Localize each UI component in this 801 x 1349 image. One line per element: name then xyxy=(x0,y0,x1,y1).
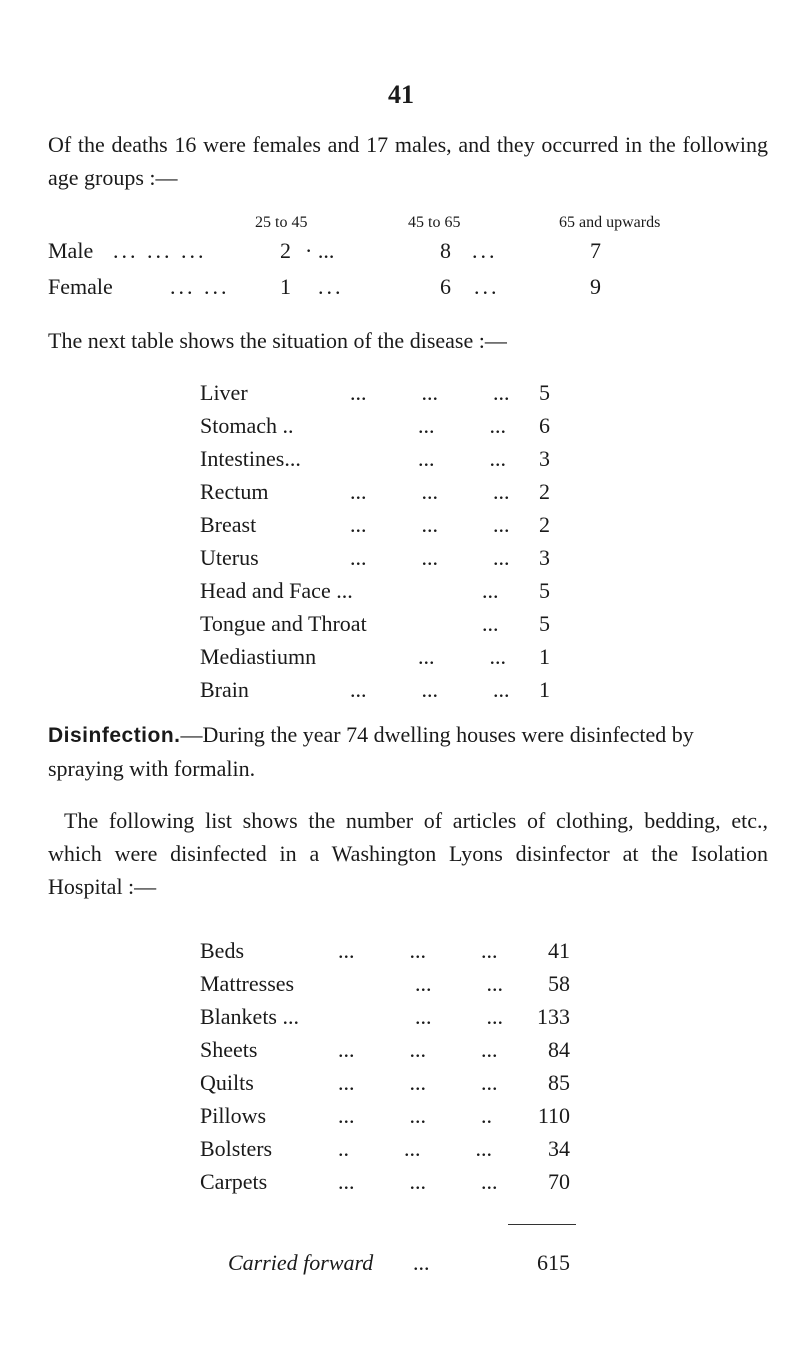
item-count: 85 xyxy=(548,1070,570,1095)
disinfection-heading: Disinfection. xyxy=(48,724,181,747)
value-65-up: 9 xyxy=(590,274,601,299)
item-label: Beds xyxy=(200,938,244,963)
site-count: 3 xyxy=(539,446,550,471)
sep: · ... xyxy=(305,238,335,263)
row-leader: ... ... ... xyxy=(338,1037,498,1062)
item-count: 84 xyxy=(548,1037,570,1062)
row-leader: ... ... ... xyxy=(338,1169,498,1194)
page-number: 41 xyxy=(388,80,414,109)
row-leader: ... ... xyxy=(415,971,503,996)
site-label: Breast xyxy=(200,512,257,537)
item-label: Bolsters xyxy=(200,1136,273,1161)
row-leader: ... ... ... xyxy=(113,238,207,263)
row-leader: ... xyxy=(482,578,499,603)
site-label: Mediastiumn xyxy=(200,644,317,669)
row-leader: ... ... ... xyxy=(350,380,510,405)
site-label: Liver xyxy=(200,380,248,405)
item-count: 110 xyxy=(537,1103,570,1128)
item-count: 58 xyxy=(548,971,570,996)
site-count: 5 xyxy=(539,578,550,603)
site-label: Uterus xyxy=(200,545,259,570)
value-25-45: 2 xyxy=(280,238,291,263)
site-count: 5 xyxy=(539,611,550,636)
row-label: Male xyxy=(48,238,94,263)
item-count: 34 xyxy=(548,1136,570,1161)
row-leader: ... xyxy=(482,611,499,636)
site-label: Rectum xyxy=(200,479,269,504)
age-header-65-up: 65 and upwards xyxy=(559,214,661,231)
row-leader: ... ... ... xyxy=(338,1070,498,1095)
row-leader: ... ... ... xyxy=(350,512,510,537)
disinfection-paragraph xyxy=(48,718,768,785)
row-leader: ... ... ... xyxy=(350,677,510,702)
sep: ... xyxy=(318,274,344,299)
sep: ... xyxy=(472,238,498,263)
row-leader: ... ... xyxy=(418,446,506,471)
item-label: Blankets ... xyxy=(200,1004,299,1029)
value-45-65: 8 xyxy=(440,238,451,263)
sep: ... xyxy=(474,274,500,299)
row-leader: ... xyxy=(413,1250,430,1275)
item-label: Mattresses xyxy=(200,971,295,996)
site-count: 1 xyxy=(539,644,550,669)
situation-intro: The next table shows the situation of the disease :— xyxy=(48,328,507,353)
carried-forward-label: Carried forward xyxy=(228,1250,374,1275)
row-label: Female xyxy=(48,274,113,299)
carried-forward-total: 615 xyxy=(537,1250,570,1275)
row-leader: ... ... xyxy=(418,644,506,669)
site-count: 1 xyxy=(539,677,550,702)
row-leader: ... ... .. xyxy=(338,1103,492,1128)
site-count: 2 xyxy=(539,479,550,504)
value-65-up: 7 xyxy=(590,238,601,263)
row-leader: .. ... ... xyxy=(338,1136,492,1161)
disinfection-text: —During the year 74 dwelling houses were disinfected by spraying with formalin. xyxy=(48,722,694,781)
site-count: 3 xyxy=(539,545,550,570)
value-45-65: 6 xyxy=(440,274,451,299)
row-leader: ... ... xyxy=(170,274,230,299)
total-rule xyxy=(508,1224,576,1225)
item-label: Carpets xyxy=(200,1169,268,1194)
row-leader: ... ... ... xyxy=(338,938,498,963)
intro-paragraph: Of the deaths 16 were females and 17 males, and they occurred in the following age groups :— xyxy=(48,132,768,190)
clothing-intro: The following list shows the number of articles of clothing, bedding, etc., which were disinfected in a Washington Lyons disinfector at the Isolation Hospital :— xyxy=(48,808,768,899)
value-25-45: 1 xyxy=(280,274,291,299)
row-leader: ... ... ... xyxy=(350,545,510,570)
age-header-45-65: 45 to 65 xyxy=(408,214,461,231)
row-leader: ... ... xyxy=(418,413,506,438)
site-label: Head and Face ... xyxy=(200,578,353,603)
row-leader: ... ... xyxy=(415,1004,503,1029)
item-count: 133 xyxy=(537,1004,570,1029)
row-leader: ... ... ... xyxy=(350,479,510,504)
site-label: Intestines... xyxy=(200,446,301,471)
item-count: 70 xyxy=(548,1169,570,1194)
item-count: 41 xyxy=(548,938,570,963)
site-label: Tongue and Throat xyxy=(200,611,367,636)
site-label: Stomach .. xyxy=(200,413,294,438)
age-header-25-45: 25 to 45 xyxy=(255,214,308,231)
item-label: Sheets xyxy=(200,1037,258,1062)
site-count: 5 xyxy=(539,380,550,405)
site-count: 2 xyxy=(539,512,550,537)
site-count: 6 xyxy=(539,413,550,438)
item-label: Quilts xyxy=(200,1070,254,1095)
site-label: Brain xyxy=(200,677,249,702)
item-label: Pillows xyxy=(200,1103,267,1128)
